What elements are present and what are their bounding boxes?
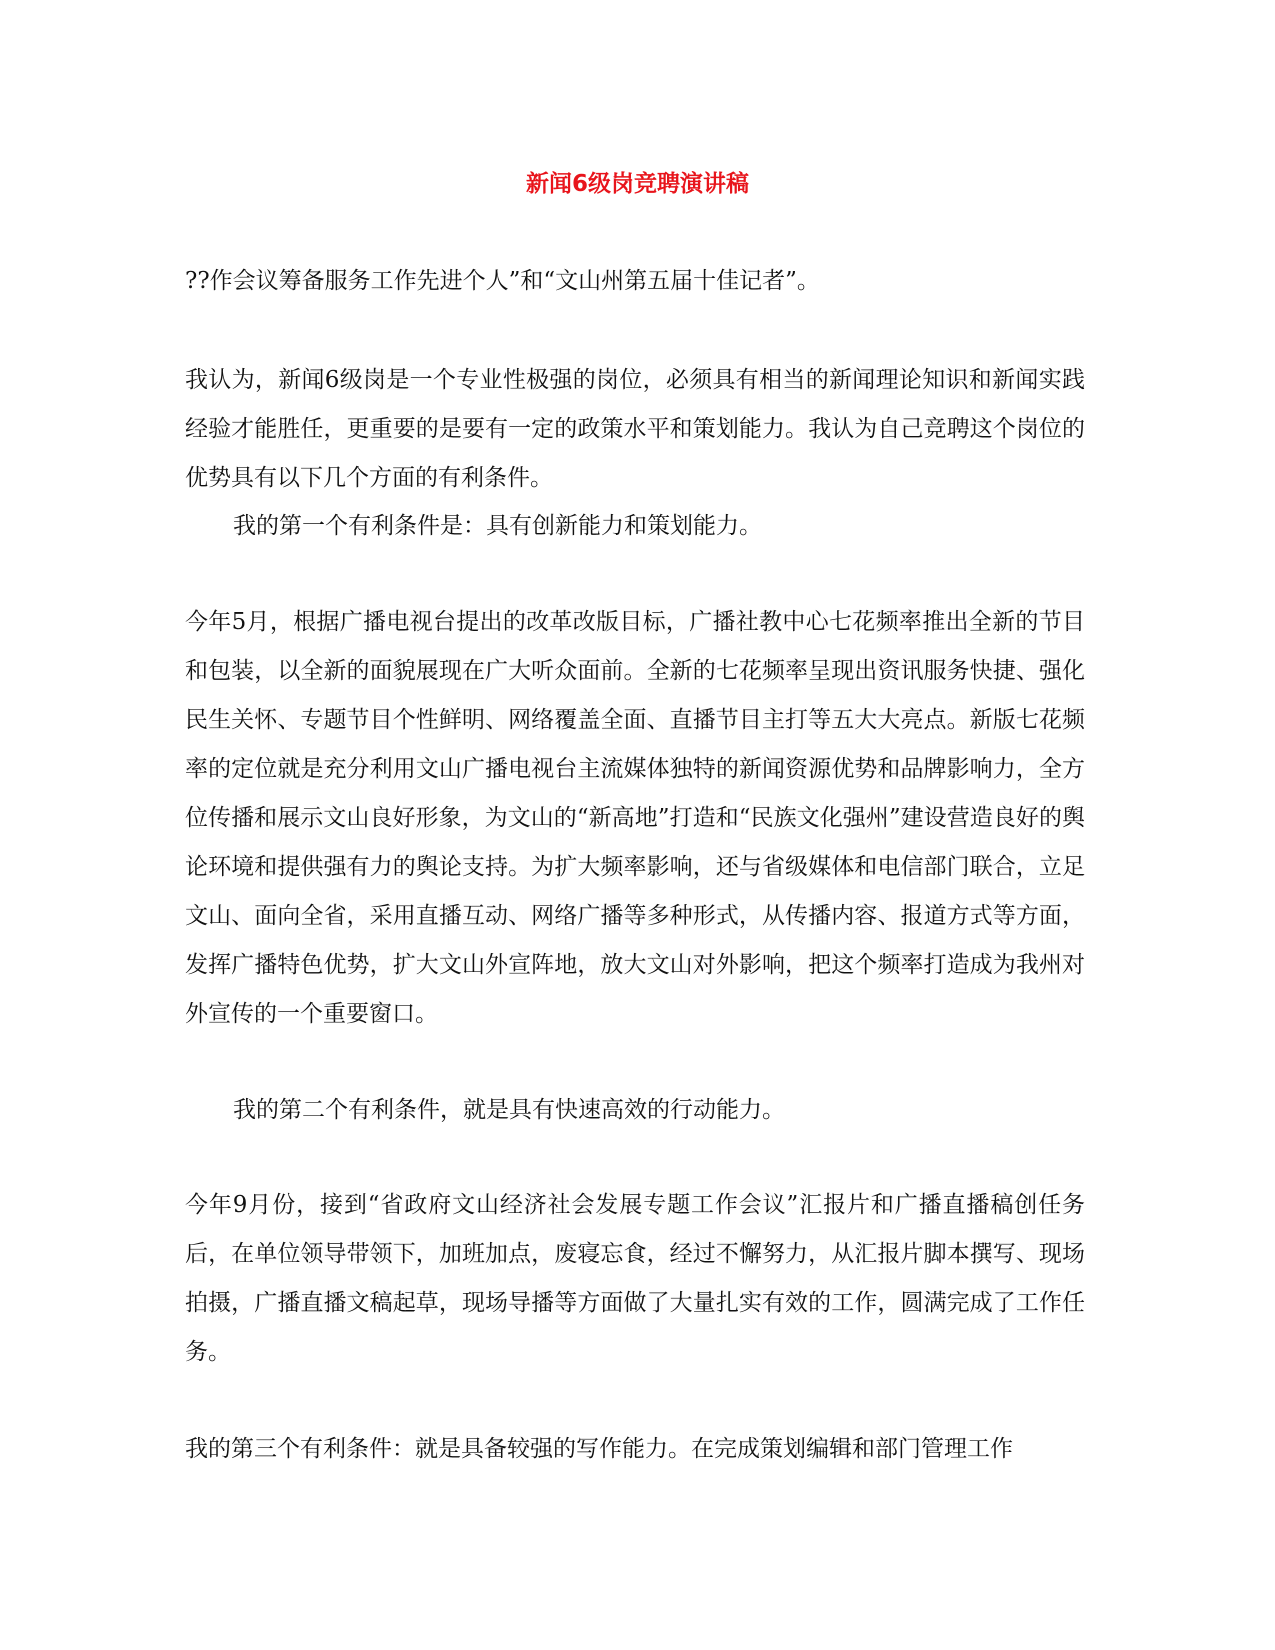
paragraph-1: ??作会议筹备服务工作先进个人”和“文山州第五届十佳记者”。 [185,268,820,294]
paragraph-3: 我的第一个有利条件是：具有创新能力和策划能力。 [233,513,762,539]
paragraph-6: 今年9月份，接到“省政府文山经济社会发展专题工作会议”汇报片和广播直播稿创任务后，在单位领导带领下，加班加点，废寝忘食，经过不懈努力，从汇报片脚本撰写、现场拍摄，广播直播文稿起草，现场导播等方面做了大量扎实有效的工作，圆满完成了工作任务。 [185,1192,1085,1365]
paragraph-7: 我的第三个有利条件：就是具备较强的写作能力。在完成策划编辑和部门管理工作 [185,1436,1013,1462]
paragraph-2: 我认为，新闻6级岗是一个专业性极强的岗位，必须具有相当的新闻理论知识和新闻实践经验才能胜任，更重要的是要有一定的政策水平和策划能力。我认为自己竞聘这个岗位的优势具有以下几个方面的有利条件。 [185,367,1085,491]
document-title: 新闻6级岗竞聘演讲稿 [525,171,749,197]
paragraph-4: 今年5月，根据广播电视台提出的改革改版目标，广播社教中心七花频率推出全新的节目和包装，以全新的面貌展现在广大听众面前。全新的七花频率呈现出资讯服务快捷、强化民生关怀、专题节目个性鲜明、网络覆盖全面、直播节目主打等五大大亮点。新版七花频率的定位就是充分利用文山广播电视台主流媒体独特的新闻资源优势和品牌影响力，全方位传播和展示文山良好形象，为文山的“新高地”打造和“民族文化强州”建设营造良好的舆论环境和提供强有力的舆论支持。为扩大频率影响，还与省级媒体和电信部门联合，立足文山、面向全省，采用直播互动、网络广播等多种形式，从传播内容、报道方式等方面，发挥广播特色优势，扩大文山外宣阵地，放大文山对外影响，把这个频率打造成为我州对外宣传的一个重要窗口。 [185,609,1085,1027]
paragraph-5: 我的第二个有利条件，就是具有快速高效的行动能力。 [233,1097,785,1123]
